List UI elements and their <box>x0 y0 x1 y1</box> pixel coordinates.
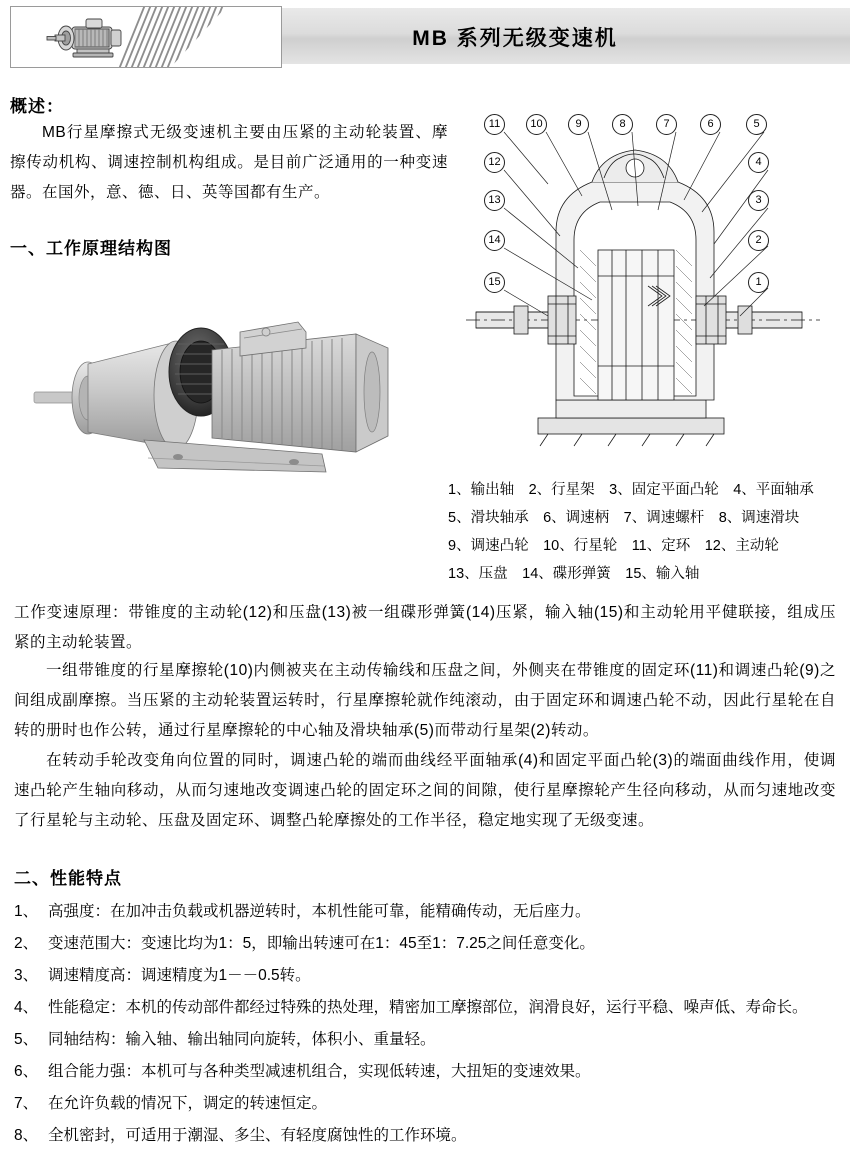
list-item <box>14 1088 836 1119</box>
list-item <box>14 896 836 927</box>
callout-10: 10 <box>526 114 547 135</box>
list-item-number: 3、 <box>14 967 39 984</box>
list-item <box>14 992 836 1023</box>
list-item-number: 4、 <box>14 999 39 1016</box>
list-item <box>14 928 836 959</box>
list-item-number: 2、 <box>14 935 39 952</box>
features-heading: 二、性能特点 <box>14 869 122 888</box>
principle-paragraph-1: 工作变速原理：带锥度的主动轮(12)和压盘(13)被一组碟形弹簧(14)压紧，输入轴(15)和主动轮用平健联接，组成压紧的主动轮装置。 <box>14 604 836 651</box>
legend-line-2: 5、滑块轴承 6、调速柄 7、调速螺杆 8、调速滑块 <box>448 510 800 526</box>
header-product-badge <box>10 6 282 68</box>
sectional-drawing <box>452 100 844 470</box>
list-item-number: 7、 <box>14 1095 39 1112</box>
callout-5: 5 <box>746 114 767 135</box>
list-item <box>14 1120 836 1151</box>
callout-4: 4 <box>748 152 769 173</box>
list-item-text: 在允许负载的情况下，调定的转速恒定。 <box>48 1095 328 1112</box>
callout-3: 3 <box>748 190 769 211</box>
list-item-text: 调速精度高：调速精度为1－－0.5转。 <box>48 967 311 984</box>
principle-paragraph-2: 一组带锥度的行星摩擦轮(10)内侧被夹在主动传输线和压盘之间，外侧夹在带锥度的固定环(11)和调速凸轮(9)之间组成副摩擦。当压紧的主动轮装置运转时，行星摩擦轮就作纯滚动，由于固定环和调速凸轮不动，因此行星轮在自转的册时也作公转，通过行星摩擦轮的中心轴及滑块轴承(5)而带动行星架(2)转动。 <box>14 662 836 739</box>
motor-illustration-icon <box>39 15 135 61</box>
callout-14: 14 <box>484 230 505 251</box>
legend-line-1: 1、输出轴 2、行星架 3、固定平面凸轮 4、平面轴承 <box>448 482 814 498</box>
list-item-number: 8、 <box>14 1127 39 1144</box>
principle-heading: 一、工作原理结构图 <box>10 239 172 258</box>
callout-1: 1 <box>748 272 769 293</box>
overview-heading: 概述： <box>10 97 64 116</box>
page-title: MB 系列无级变速机 <box>412 27 618 50</box>
list-item <box>14 1056 836 1087</box>
callout-7: 7 <box>656 114 677 135</box>
callout-8: 8 <box>612 114 633 135</box>
list-item-text: 高强度：在加冲击负载或机器逆转时，本机性能可靠，能精确传动，无后座力。 <box>48 903 591 920</box>
list-item-text: 性能稳定：本机的传动部件都经过特殊的热处理，精密加工摩擦部位，润滑良好，运行平稳、噪声低、寿命长。 <box>48 999 808 1016</box>
list-item-text: 全机密封，可适用于潮湿、多尘、有轻度腐蚀性的工作环境。 <box>48 1127 467 1144</box>
list-item-number: 6、 <box>14 1063 39 1080</box>
callout-9: 9 <box>568 114 589 135</box>
features-list <box>14 896 836 1152</box>
gearbox-photo <box>26 272 426 482</box>
callout-11: 11 <box>484 114 505 135</box>
legend-line-4: 13、压盘 14、碟形弹簧 15、输入轴 <box>448 566 700 582</box>
list-item-text: 同轴结构：输入轴、输出轴同向旋转，体积小、重量轻。 <box>48 1031 436 1048</box>
list-item-text: 变速范围大：变速比均为1：5，即输出转速可在1：45至1：7.25之间任意变化。 <box>48 935 595 952</box>
list-item-text: 组合能力强：本机可与各种类型减速机组合，实现低转速，大扭矩的变速效果。 <box>48 1063 591 1080</box>
legend-line-3: 9、调速凸轮 10、行星轮 11、定环 12、主动轮 <box>448 538 779 554</box>
callout-12: 12 <box>484 152 505 173</box>
callout-6: 6 <box>700 114 721 135</box>
list-item-number: 5、 <box>14 1031 39 1048</box>
list-item <box>14 1024 836 1055</box>
callout-13: 13 <box>484 190 505 211</box>
callout-2: 2 <box>748 230 769 251</box>
callout-15: 15 <box>484 272 505 293</box>
parts-legend <box>448 476 848 588</box>
list-item <box>14 960 836 991</box>
page-header <box>0 0 850 72</box>
principle-paragraph-3: 在转动手轮改变角向位置的同时，调速凸轮的端而曲线经平面轴承(4)和固定平面凸轮(3)的端面曲线作用，使调速凸轮产生轴向移动，从而匀速地改变调速凸轮的固定环之间的间隙，使行星摩擦轮产生径向移动，从而匀速地改变了行星轮与主动轮、压盘及固定环、调整凸轮摩擦处的工作半径，稳定地实现了无级变速。 <box>14 752 836 829</box>
overview-paragraph: MB行星摩擦式无级变速机主要由压紧的主动轮装置、摩擦传动机构、调速控制机构组成。是目前广泛通用的一种变速器。在国外，意、德、日、英等国都有生产。 <box>10 124 448 201</box>
list-item-number: 1、 <box>14 903 39 920</box>
